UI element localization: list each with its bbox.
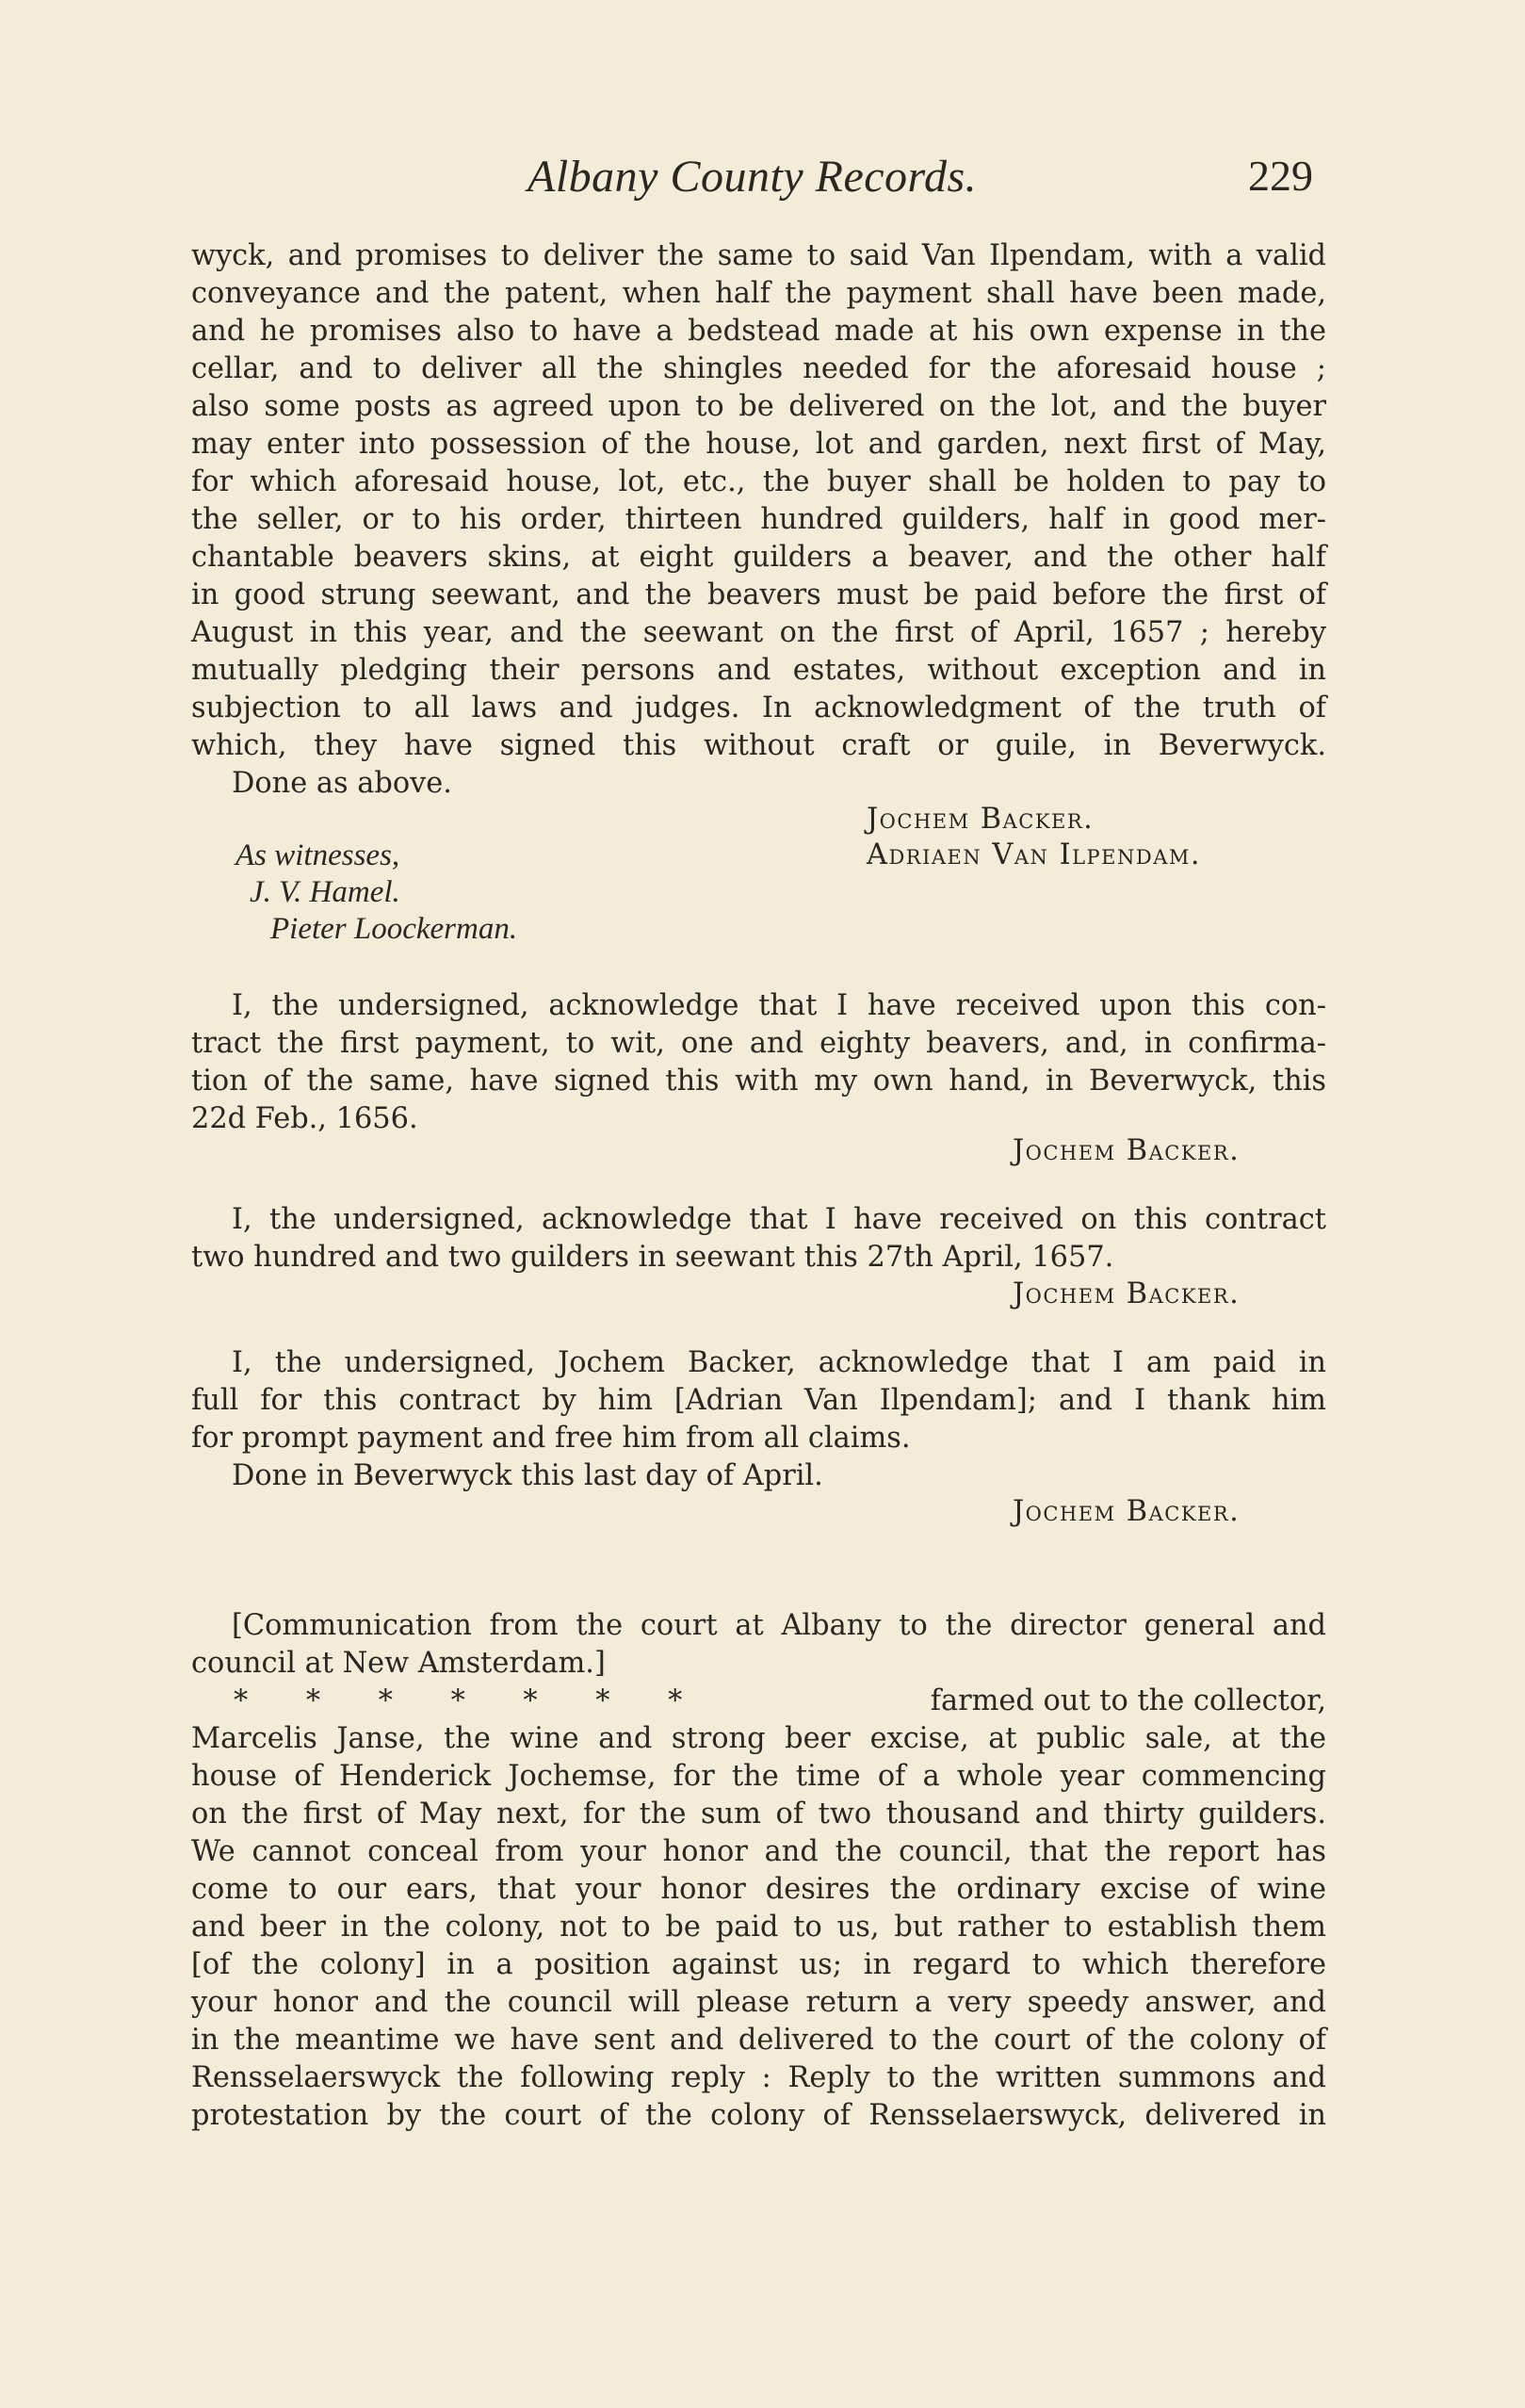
text-line: in good strung seewant, and the beavers must be paid before the first of bbox=[191, 578, 1326, 611]
text-line: your honor and the council will please return a very speedy answer, and bbox=[191, 1986, 1326, 2019]
text-line: council at New Amsterdam.] bbox=[191, 1647, 606, 1680]
text-line: I, the undersigned, Jochem Backer, acknowledge that I am paid in bbox=[232, 1346, 1326, 1379]
text-line: Rensselaerswyck the following reply : Reply to the written summons and bbox=[191, 2061, 1326, 2094]
text-line: in the meantime we have sent and delivered to the court of the colony of bbox=[191, 2024, 1326, 2057]
text-line: full for this contract by him [Adrian Van Ilpendam]; and I thank him bbox=[191, 1384, 1326, 1417]
closing-line: Done as above. bbox=[232, 767, 452, 800]
communication-heading bbox=[191, 1607, 1326, 1683]
text-line: I, the undersigned, acknowledge that I have received on this contract bbox=[232, 1203, 1326, 1236]
text-line: tract the first payment, to wit, one and eighty beavers, and, in confirma- bbox=[191, 1027, 1326, 1060]
text-line: [of the colony] in a position against us; in regard to which therefore bbox=[191, 1948, 1326, 1981]
witness-loockerman: Pieter Loockerman. bbox=[270, 912, 518, 946]
stars-continuation: farmed out to the collector, bbox=[930, 1684, 1326, 1717]
text-line: the seller, or to his order, thirteen hundred guilders, half in good mer- bbox=[191, 503, 1326, 536]
text-line: may enter into possession of the house, lot and garden, next first of May, bbox=[191, 428, 1326, 461]
closing-line: Done in Beverwyck this last day of April. bbox=[232, 1459, 823, 1492]
receipt-full-payment bbox=[191, 1344, 1326, 1495]
text-line: and he promises also to have a bedstead made at his own expense in the bbox=[191, 315, 1326, 348]
running-title: Albany County Records. bbox=[527, 152, 978, 202]
text-line: August in this year, and the seewant on the first of April, 1657 ; hereby bbox=[191, 616, 1326, 649]
receipt-second-payment bbox=[191, 1201, 1326, 1277]
text-line: cellar, and to deliver all the shingles needed for the aforesaid house ; bbox=[191, 352, 1326, 385]
text-line: tion of the same, have signed this with my own hand, in Beverwyck, this bbox=[191, 1065, 1326, 1098]
signature-jochem-backer: Jochem Backer. bbox=[1013, 1277, 1241, 1310]
communication-body bbox=[191, 1720, 1326, 2135]
text-line: We cannot conceal from your honor and the council, that the report has bbox=[191, 1835, 1326, 1868]
page-number: 229 bbox=[1248, 152, 1313, 200]
text-line: [Communication from the court at Albany to the director general and bbox=[232, 1609, 1326, 1642]
text-line: on the first of May next, for the sum of two thousand and thirty guilders. bbox=[191, 1798, 1326, 1830]
text-line: house of Henderick Jochemse, for the time of a whole year commencing bbox=[191, 1760, 1326, 1793]
text-line: subjection to all laws and judges. In acknowledgment of the truth of bbox=[191, 691, 1326, 724]
text-line: conveyance and the patent, when half the payment shall have been made, bbox=[191, 277, 1326, 310]
receipt-first-payment bbox=[191, 987, 1326, 1138]
text-line: come to our ears, that your honor desires the ordinary excise of wine bbox=[191, 1873, 1326, 1906]
text-line: protestation by the court of the colony of Rensselaerswyck, delivered in bbox=[191, 2099, 1326, 2132]
text-line: for which aforesaid house, lot, etc., the buyer shall be holden to pay to bbox=[191, 465, 1326, 498]
signature-jochem-backer: Jochem Backer. bbox=[1013, 1134, 1241, 1167]
text-line: I, the undersigned, acknowledge that I have received upon this con- bbox=[232, 989, 1326, 1022]
text-line: two hundred and two guilders in seewant this 27th April, 1657. bbox=[191, 1241, 1114, 1274]
text-line: also some posts as agreed upon to be delivered on the lot, and the buyer bbox=[191, 390, 1326, 423]
text-line: and beer in the colony, not to be paid to us, but rather to establish them bbox=[191, 1911, 1326, 1944]
signature-jochem-backer: Jochem Backer. bbox=[1013, 1495, 1241, 1528]
text-line: chantable beavers skins, at eight guilders a beaver, and the other half bbox=[191, 541, 1326, 574]
running-head bbox=[0, 141, 1525, 207]
signature-adriaen-van-ilpendam: Adriaen Van Ilpendam. bbox=[867, 838, 1202, 871]
text-line: which, they have signed this without craft or guile, in Beverwyck. bbox=[191, 729, 1326, 762]
witnesses-label: As witnesses, bbox=[235, 838, 400, 872]
text-line: Marcelis Janse, the wine and strong beer excise, at public sale, at the bbox=[191, 1722, 1326, 1755]
witness-hamel: J. V. Hamel. bbox=[250, 875, 400, 909]
text-line: mutually pledging their persons and estates, without exception and in bbox=[191, 654, 1326, 687]
text-line: 22d Feb., 1656. bbox=[191, 1102, 418, 1135]
contract-paragraph bbox=[191, 237, 1326, 803]
ellipsis-stars: * * * * * * * bbox=[234, 1684, 683, 1717]
signature-jochem-backer: Jochem Backer. bbox=[867, 803, 1095, 836]
text-line: for prompt payment and free him from all claims. bbox=[191, 1422, 911, 1455]
text-line: wyck, and promises to deliver the same to said Van Ilpendam, with a valid bbox=[191, 239, 1326, 272]
